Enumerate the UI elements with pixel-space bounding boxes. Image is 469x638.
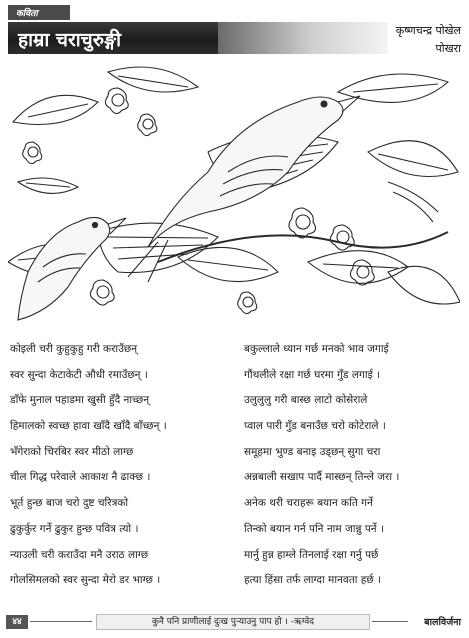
poem-line: गोलसिमलको स्वर सुन्दा मेरो डर भाग्छ । [10, 574, 161, 587]
author-place: पोखरा [435, 42, 461, 55]
poem-line: गौंथलीले रक्षा गर्छ घरमा गुँड लगाई । [244, 368, 381, 381]
poem-line: बकुल्लाले ध्यान गर्छ मनको भाव जगाई [244, 343, 389, 355]
bird-illustration-art [8, 62, 460, 324]
section-label: कविता [8, 5, 70, 20]
poem-line: भूर्त हुन्छ बाज चरो दुष्ट चरित्रको [10, 497, 129, 510]
poem-line: हत्या हिंसा तर्फ लाग्दा मानवता हर्छ । [244, 574, 382, 587]
poem-line: कोइली चरी कुहुकुहु गरी कराउँछन् [10, 343, 138, 355]
poem-line: भँगेराको चिरबिर स्वर मीठो लाग्छ [10, 445, 134, 458]
poem-line: चील गिद्ध परेवाले आकाश नै ढाक्छ । [10, 471, 151, 484]
poem-column-left [10, 337, 225, 594]
poem-title: हाम्रा चराचुरुङ्गी [8, 22, 218, 54]
poem-line: समूहमा भुण्ड बनाइ उड्छन् सुगा चरा [244, 445, 381, 458]
poem-line: अन्नबाली सखाप पार्दै मास्छन् तिन्ले जरा । [244, 471, 400, 484]
title-fade-band [218, 22, 388, 54]
poem-line: मार्नु हुन्न हाम्ले तिनलाई रक्षा गर्नु पर्छ [244, 548, 379, 561]
title-header [8, 22, 460, 54]
poem-line: प्वाल पारी गुँड बनाउँछ चरो कोटेराले । [244, 420, 386, 433]
footer-rule-right [372, 621, 408, 622]
page-number: ४४ [6, 615, 28, 629]
poem-line: स्वर सुन्दा केटाकेटी औधी रमाउँछन् । [10, 368, 148, 381]
poem-line: उलुलुलु गरी बास्छ लाटो कोसेराले [244, 394, 368, 407]
poem-line: अनेक थरी चराहरू बयान कति गर्ने [244, 497, 373, 510]
footer-quote: कुनै पनि प्राणीलाई दुःख पुऱ्याउनु पाप हो । -ऋग्वेद [96, 614, 370, 630]
poem-column-right [244, 337, 464, 594]
poem-line: न्याउली चरी कराउँदा मनै उराठ लाग्छ [10, 548, 149, 561]
author-block [396, 22, 461, 58]
footer-rule-left [30, 621, 92, 622]
poem-line: तिन्को बयान गर्न पनि नाम जान्नु पर्ने । [244, 522, 384, 535]
bird-illustration [8, 62, 460, 324]
page-footer [0, 612, 469, 632]
magazine-name: बालविर्जना [424, 617, 461, 628]
poem-line: ढुकुर्कुर गर्ने ढुकुर हुन्छ पवित्र त्यो । [10, 522, 139, 535]
author-name: कृष्णचन्द्र पोखेल [395, 24, 461, 37]
poem-line: हिमालको स्वच्छ हावा खाँदै खाँदै बाँच्छन् । [10, 420, 167, 433]
poem-line: डाँफे मुनाल पहाडमा खुसी हुँदै नाच्छन् [10, 394, 150, 407]
